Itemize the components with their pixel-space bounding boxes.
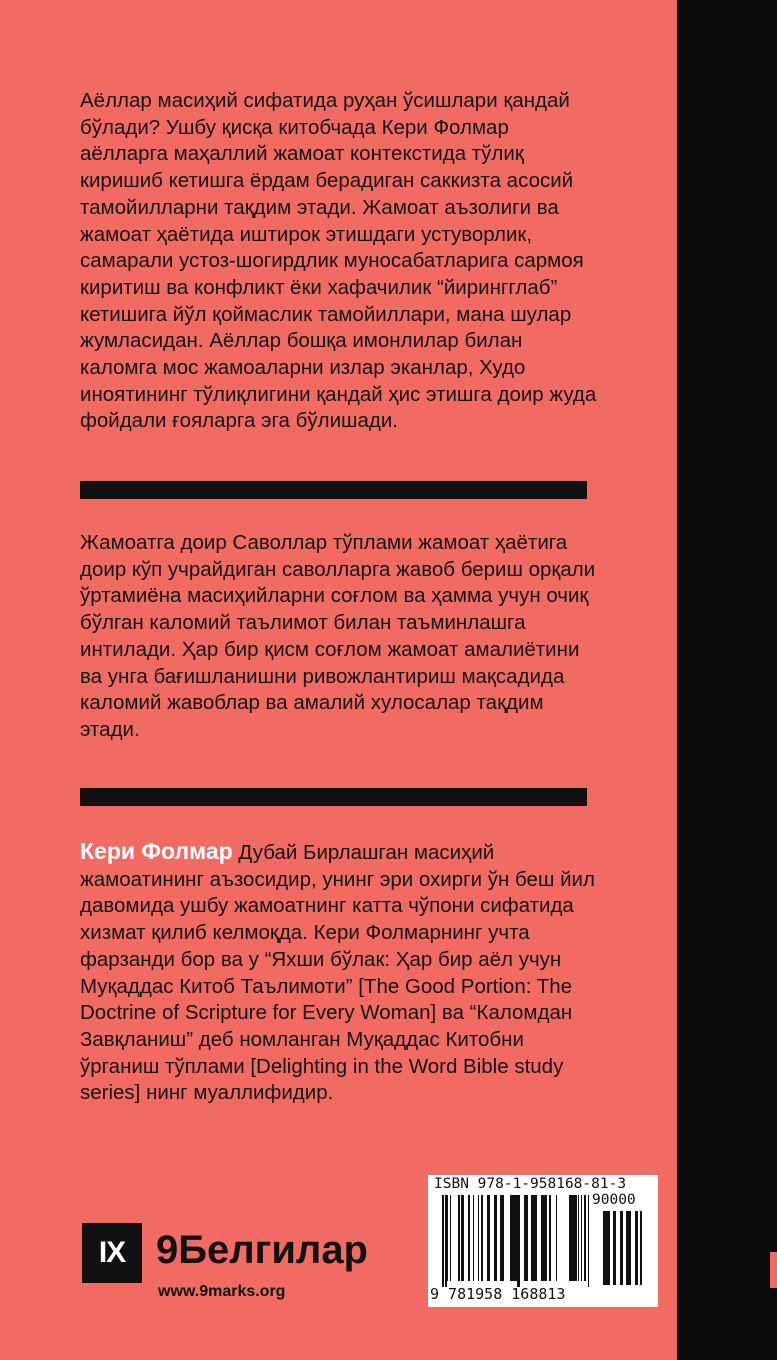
author-name: Кери Фолмар — [80, 838, 233, 864]
ean-barcode-icon — [442, 1195, 590, 1287]
divider-bar — [80, 788, 587, 806]
publisher-logo-icon — [82, 1223, 142, 1283]
author-bio: Дубай Бирлашган масиҳий жамоатининг аъзосидир, унинг эри охирги ўн беш йил давомида ушбу жамоатнинг катта чўпони сифатида хизмат қилиб келмоқда. Кери Фолмарнинг учта фарзанди бор ва у “Яхши бўлак: Ҳар бир аёл учун Муқаддас Китоб Таълимоти” [The Good Portion: The Doctrine of Scripture for Every Woman] ва “Каломдан Завқланиш” деб номланган Муқаддас Китобни ўрганиш тўплами [Delighting in the Word Bible study series] нинг муаллифидир. — [80, 841, 595, 1105]
barcode-panel — [428, 1175, 658, 1307]
divider-bar — [80, 481, 587, 499]
isbn-label: ISBN 978-1-958168-81-3 — [434, 1176, 627, 1192]
spine-edge — [677, 0, 777, 1360]
price-addon-label: 90000 — [592, 1192, 636, 1208]
publisher-website: www.9marks.org — [158, 1283, 286, 1300]
publisher-name: 9Белгилар — [156, 1228, 368, 1272]
barcode-digits: 9 781958 168813 — [430, 1285, 566, 1303]
spine-marker — [770, 1252, 777, 1288]
description-paragraph: Аёллар масиҳий сифатида руҳан ўсишлари қандай бўлади? Ушбу қисқа китобчада Кери Фолмар аёлларга маҳаллий жамоат контекстида тўлиқ киришиб кетишга ёрдам берадиган саккизта асосий тамойилларни тақдим этади. Жамоат аъзолиги ва жамоат ҳаётида иштирок этишдаги устуворлик, самарали устоз-шогирдлик муносабатларига сармоя киритиш ва конфликт ёки хафачилик “йирингглаб” кетишига йўл қоймаслик тамойиллари, мана шулар жумласидан. Аёллар бошқа имонлилар билан каломга мос жамоаларни излар эканлар, Худо иноятининг тўлиқлигини қандай ҳис этишга доир жуда фойдали ғояларга эга бўлишади. — [80, 89, 597, 433]
logo-mark-text: IX — [98, 1236, 126, 1269]
series-paragraph: Жамоатга доир Саволлар тўплами жамоат ҳаётига доир кўп учрайдиган саволларга жавоб бериш орқали ўртамиёна масиҳийларни соғлом ва ҳамма учун очиқ бўлган каломий таълимот билан таъминлашга интилади. Ҳар бир қисм соғлом жамоат амалиётини ва унга бағишланишни ривожлантириш мақсадида каломий жавоблар ва амалий хулосалар тақдим этади. — [80, 531, 596, 741]
author-paragraph — [80, 838, 600, 1107]
addon-barcode-icon — [594, 1211, 646, 1285]
